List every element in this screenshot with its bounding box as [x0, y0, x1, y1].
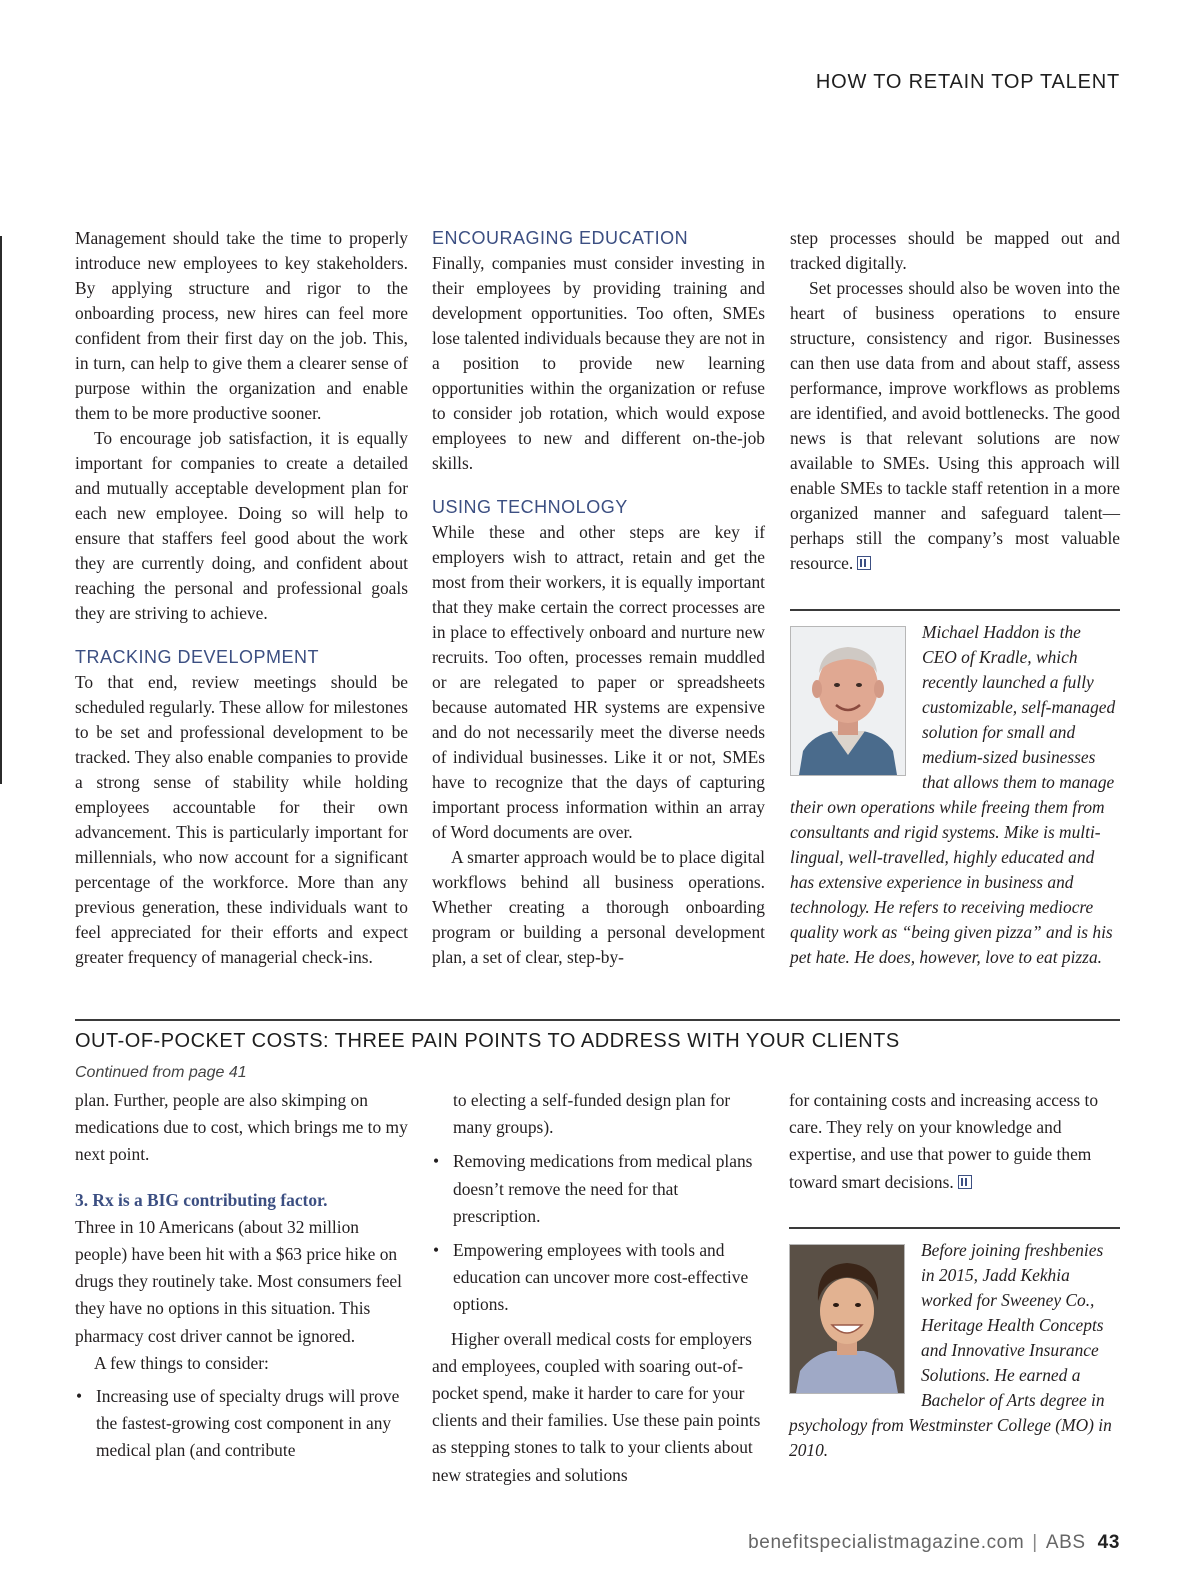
paragraph: Finally, companies must consider investing in their employees by providing training and development opportunities. Too often, SMEs lose talented individuals because they are not in a position to provide new learning opportunities within the organization or refuse to consider job rotation, which would expose employees to new and different on-the-job skills.	[432, 253, 765, 473]
paragraph: A smarter approach would be to place digital workflows behind all business operations. Whether creating a thorough onboarding program or building a personal development plan, a set of clear, step-by-	[432, 847, 765, 967]
section-heading-technology: USING TECHNOLOGY	[432, 497, 628, 517]
list-item: • Removing medications from medical plans doesn’t remove the need for that prescription.	[432, 1148, 765, 1230]
article1-column-2	[432, 226, 765, 970]
list-item-continued: to electing a self-funded design plan for many groups).	[453, 1090, 731, 1138]
paragraph: for containing costs and increasing access to care. They rely on your knowledge and expertise, and use that power to guide them toward smart decisions.	[789, 1090, 1099, 1192]
section-divider	[75, 1019, 1120, 1021]
section-heading-education: ENCOURAGING EDUCATION	[432, 228, 689, 248]
article1-column-1	[75, 226, 408, 970]
page-footer	[748, 1532, 1120, 1554]
rx-heading: 3. Rx is a BIG contributing factor.	[75, 1189, 328, 1210]
list-item: • Empowering employees with tools and education can uncover more cost-effective options.	[432, 1237, 765, 1319]
footer-website: benefitspecialistmagazine.com	[748, 1532, 1025, 1553]
author-photo-kekhia	[789, 1244, 905, 1394]
section-heading-tracking: TRACKING DEVELOPMENT	[75, 647, 320, 667]
author-bio-kekhia: Before joining freshbenies in 2015, Jadd Kekhia worked for Sweeney Co., Heritage Health Concepts and Innovative Insurance Solutions. He earned a Bachelor of Arts degree in psychology from Westminster College (MO) in 2010.	[789, 1240, 1112, 1460]
running-head: HOW TO RETAIN TOP TALENT	[815, 71, 1120, 93]
bio-divider	[790, 609, 1120, 611]
paragraph: step processes should be mapped out and tracked digitally.	[790, 228, 1120, 273]
considerations-list	[432, 1148, 765, 1318]
article1-column-3	[790, 226, 1120, 576]
paragraph: Higher overall medical costs for employers and employees, coupled with soaring out-of-pocket spend, make it harder to care for your clients and their families. Use these pain points as stepping stones to talk to your clients about new strategies and solutions	[432, 1328, 761, 1485]
bio-divider	[789, 1227, 1120, 1229]
list-item: • Increasing use of specialty drugs will prove the fastest-growing cost component in any medical plan (and contribute	[75, 1383, 408, 1465]
continued-note: Continued from page 41	[75, 1064, 247, 1081]
paragraph: Set processes should also be woven into the heart of business operations to ensure structure, consistency and rigor. Businesses can then use data from and about staff, assess performance, improve workflows as problems are identified, and avoid bottlenecks. The good news is that relevant solutions are now available to SMEs. Using this approach will enable SMEs to tackle staff retention in a more organized manner and safeguard talent—perhaps still the company’s most valuable resource.	[790, 278, 1120, 573]
article2-column-1	[75, 1087, 408, 1465]
paragraph: To encourage job satisfaction, it is equally important for companies to create a detailed and mutually acceptable development plan for each new employee. Doing so will help to ensure that staffers feel good about the work they are currently doing, and confident about reaching the personal and professional goals they are striving to achieve.	[75, 428, 408, 623]
page-number: 43	[1097, 1532, 1120, 1553]
end-of-article-icon	[958, 1175, 972, 1189]
footer-publication: ABS	[1045, 1532, 1086, 1553]
author-photo-haddon	[790, 626, 906, 776]
paragraph: plan. Further, people are also skimping on medications due to cost, which brings me to my next point.	[75, 1090, 408, 1165]
end-of-article-icon	[857, 556, 871, 570]
article2-column-3	[789, 1087, 1120, 1196]
margin-rule	[0, 236, 2, 784]
article2-title: OUT-OF-POCKET COSTS: THREE PAIN POINTS TO ADDRESS WITH YOUR CLIENTS	[75, 1030, 900, 1052]
paragraph: Management should take the time to properly introduce new employees to key stakeholders. By applying structure and rigor to the onboarding process, new hires can feel more confident from their first day on the job. This, in turn, can help to give them a clearer sense of purpose within the organization and enable them to be more productive sooner.	[75, 228, 408, 423]
paragraph: A few things to consider:	[94, 1352, 269, 1373]
paragraph: Three in 10 Americans (about 32 million people) have been hit with a $63 price hike on drugs they routinely take. Most consumers feel they have no options in this situation. This pharmacy cost driver cannot be ignored.	[75, 1216, 402, 1346]
footer-separator: |	[1032, 1532, 1038, 1553]
paragraph: While these and other steps are key if employers wish to attract, retain and get the most from their workers, it is equally important that they make certain the correct processes are in place to effectively onboard and nurture new recruits. Too often, processes remain muddled or are relegated to paper or spreadsheets because automated HR systems are expensive and do not necessarily meet the diverse needs of individual businesses. Like it or not, SMEs have to recognize that the days of capturing important process information within an array of Word documents are over.	[432, 522, 765, 842]
considerations-list	[75, 1383, 408, 1465]
paragraph: To that end, review meetings should be scheduled regularly. These allow for milestones to be set and professional development to be tracked. They also enable companies to provide a strong sense of stability while holding employees accountable for their own advancement. This is particularly important for millennials, who now account for a significant percentage of the workforce. More than any previous generation, these individuals want to feel appreciated for their efforts and expect greater frequency of managerial check-ins.	[75, 672, 408, 967]
author-bio-haddon: Michael Haddon is the CEO of Kradle, which recently launched a fully customizable, self-managed solution for small and medium-sized businesses that allows them to manage their own operations while freeing them from consultants and rigid systems. Mike is multi-lingual, well-travelled, highly educated and has extensive experience in business and technology. He refers to receiving mediocre quality work as “being given pizza” and is his pet hate. He does, however, love to eat pizza.	[790, 622, 1116, 967]
article2-column-2	[432, 1087, 765, 1489]
